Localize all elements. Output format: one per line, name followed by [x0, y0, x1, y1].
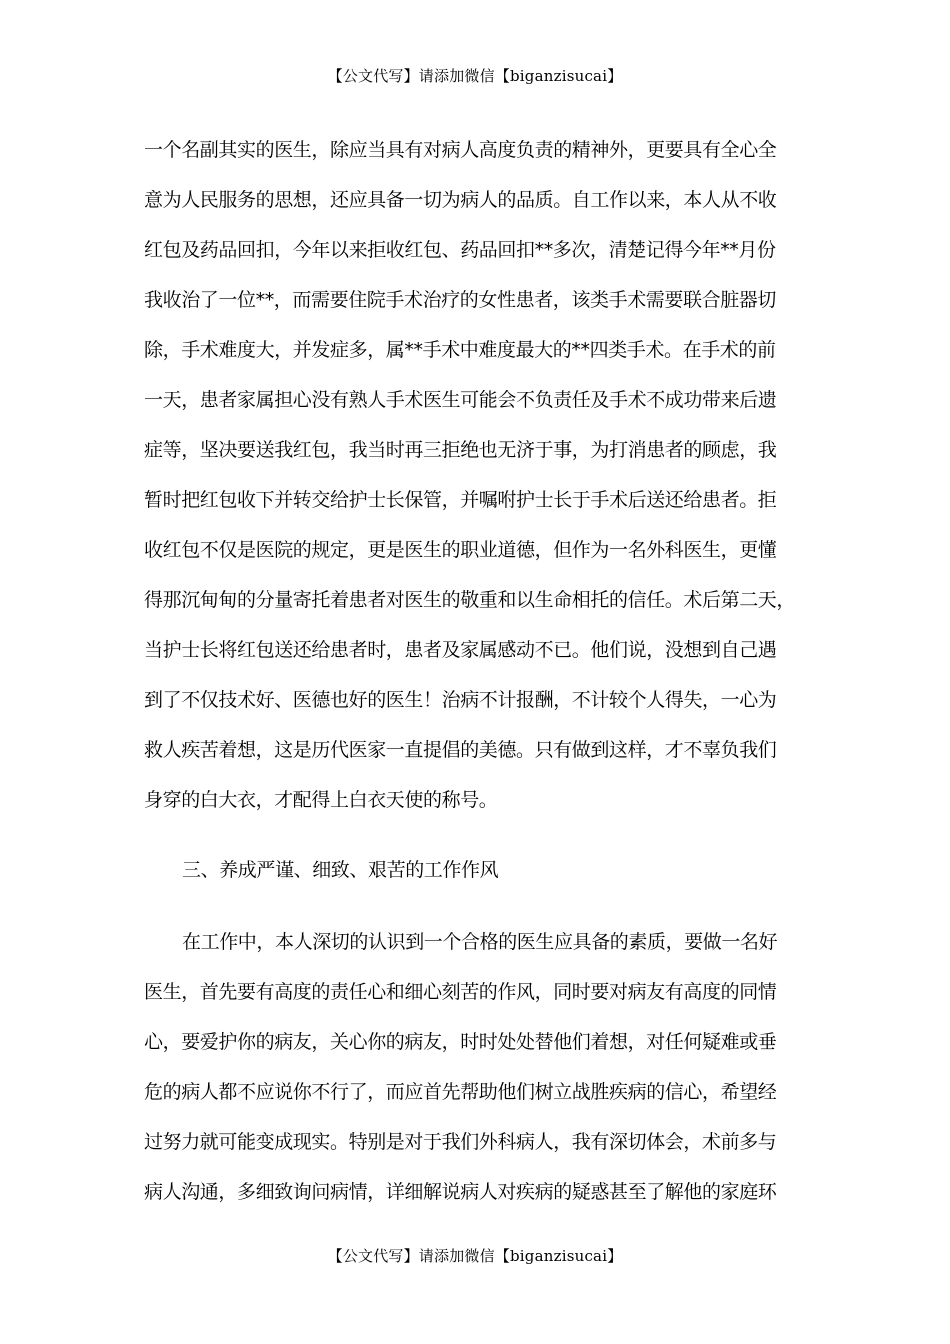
- text-line: 意为人民服务的思想，还应具备一切为病人的品质。自工作以来，本人从不收: [144, 189, 777, 211]
- text-line: 一天，患者家属担心没有熟人手术医生可能会不负责任及手术不成功带来后遗: [144, 389, 777, 411]
- text-line: 心，要爱护你的病友，关心你的病友，时时处处替他们着想，对任何疑难或垂: [144, 1031, 777, 1053]
- page-footer: 【公文代写】请添加微信【biganzisucai】: [327, 1247, 623, 1265]
- text-line: 身穿的白大衣，才配得上白衣天使的称号。: [144, 789, 498, 811]
- text-line: 当护士长将红包送还给患者时，患者及家属感动不已。他们说，没想到自己遇: [144, 639, 777, 661]
- text-line: 除，手术难度大，并发症多，属**手术中难度最大的**四类手术。在手术的前: [144, 339, 776, 361]
- text-line: 一个名副其实的医生，除应当具有对病人高度负责的精神外，更要具有全心全: [144, 139, 777, 161]
- text-line: 症等，坚决要送我红包，我当时再三拒绝也无济于事，为打消患者的顾虑，我: [144, 439, 777, 461]
- text-line: 暂时把红包收下并转交给护士长保管，并嘱咐护士长于手术后送还给患者。拒: [144, 489, 777, 511]
- text-line: 在工作中，本人深切的认识到一个合格的医生应具备的素质，要做一名好: [182, 931, 778, 953]
- paragraph-integrity: [144, 125, 814, 825]
- section-heading-text: 三、养成严谨、细致、艰苦的工作作风: [182, 859, 499, 881]
- text-line: 到了不仅技术好、医德也好的医生！治病不计报酬，不计较个人得失，一心为: [144, 689, 777, 711]
- section-heading: [144, 845, 814, 895]
- text-line: 医生，首先要有高度的责任心和细心刻苦的作风，同时要对病友有高度的同情: [144, 981, 777, 1003]
- paragraph-work-style: [144, 917, 814, 1217]
- text-line: 过努力就可能变成现实。特别是对于我们外科病人，我有深切体会，术前多与: [144, 1131, 777, 1153]
- text-line: 得那沉甸甸的分量寄托着患者对医生的敬重和以生命相托的信任。术后第二天，: [144, 589, 796, 611]
- text-line: 危的病人都不应说你不行了，而应首先帮助他们树立战胜疾病的信心，希望经: [144, 1081, 777, 1103]
- text-line: 红包及药品回扣，今年以来拒收红包、药品回扣**多次，清楚记得今年**月份: [144, 239, 776, 261]
- page-header: 【公文代写】请添加微信【biganzisucai】: [327, 67, 623, 85]
- text-line: 我收治了一位**，而需要住院手术治疗的女性患者，该类手术需要联合脏器切: [144, 289, 777, 311]
- text-line: 病人沟通，多细致询问病情，详细解说病人对疾病的疑惑甚至了解他的家庭环: [144, 1181, 777, 1203]
- text-line: 收红包不仅是医院的规定，更是医生的职业道德，但作为一名外科医生，更懂: [144, 539, 777, 561]
- text-line: 救人疾苦着想，这是历代医家一直提倡的美德。只有做到这样，才不辜负我们: [144, 739, 777, 761]
